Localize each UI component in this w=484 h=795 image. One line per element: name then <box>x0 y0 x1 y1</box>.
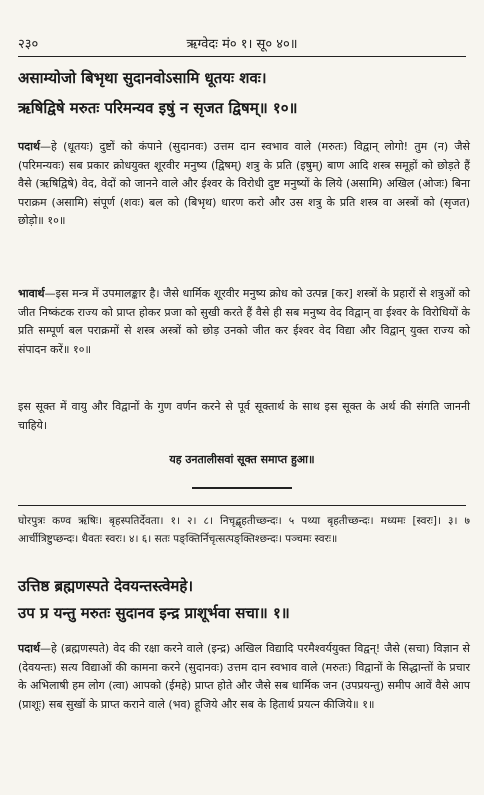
padartha-label-2: पदार्थ <box>18 642 40 655</box>
sukta-meta-block: घोरपुत्रः कण्व ऋषिः। बृहस्पतिर्देवता। १। २। ८। निचृद्बृहतीच्छन्दः। ५ पथ्या बृहतीच्छन्दः। मध्यमः [स्वरः]। ३। ७ आर्चीत्रिष्टुप्छन्दः। धैवतः स्वरः। ४। ६। सतः पङ्क्तिर्निचृत्सत्पङ्क्तिश्छन्दः। पञ्चमः स्वरः॥ <box>18 515 470 545</box>
running-title: ऋग्वेदः मं० १। सू० ४०॥ <box>186 37 298 52</box>
page-header <box>18 34 466 52</box>
padartha-paragraph-2 <box>18 640 470 714</box>
bhavartha-paragraph <box>18 285 470 359</box>
mantra-line-2: ऋषिद्विषे मरुतः परिमन्यव इषुं न सृजत द्विषम्॥ १०॥ <box>18 99 298 117</box>
summary-paragraph: इस सूक्त में वायु और विद्वानों के गुण वर्णन करने से पूर्व सूक्तार्थ के साथ इस सूक्त के अर्थ की संगति जाननी चाहिये। <box>18 400 470 432</box>
header-rule <box>18 56 466 57</box>
next-mantra-line-1: उत्तिष्ठ ब्रह्मणस्पते देवयन्तस्त्वेमहे। <box>18 577 194 595</box>
bhavartha-text: —इस मन्त्र में उपमालङ्कार है। जैसे धार्मिक शूरवीर मनुष्य क्रोध को उत्पन्न [कर] शस्त्रों के प्रहारों से शत्रुओं को जीत निष्कंटक राज्य को प्राप्त होकर प्रजा को सुखी करते हैं वैसे ही सब मनुष्य वेद विद्वान् वा ईश्वर के विरोधियों के प्रति सम्पूर्ण बल पराक्रमों से शस्त्र अस्त्रों को छोड़ उनको जीत कर ईश्वर वेद विद्या और विद्वान् युक्त राज्य को संपादन करें॥ १०॥ <box>18 287 470 356</box>
section-rule <box>18 505 466 506</box>
section-ornament <box>182 480 302 494</box>
bhavartha-label: भावार्थ <box>18 287 45 300</box>
mantra-line-1: असाम्योजो बिभृथा सुदानवोऽसामि धूतयः शवः। <box>18 69 267 87</box>
padartha-paragraph <box>18 138 470 231</box>
padartha-text-2: —हे (ब्रह्मणस्पते) वेद की रक्षा करने वाले (इन्द्र) अखिल विद्यादि परमैश्वर्ययुक्त विद्वन्! जैसे (सचा) विज्ञान से (देवयन्तः) सत्य विद्याओं की कामना करने (सुदानवः) उत्तम दान स्वभाव वाले (मरुतः) विद्वानों के सिद्धान्तों के प्रचार के अभिलाषी हम लोग (त्वा) आपको (ईमहे) प्राप्त होते और जैसे सब धार्मिक जन (उपप्रयन्तु) समीप आवें वैसे आप (प्राशूः) सब सुखों के प्राप्त कराने वाले (भव) हूजिये और सब के हितार्थ प्रयत्न कीजिये॥ १॥ <box>18 642 470 711</box>
next-mantra-line-2: उप प्र यन्तु मरुतः सुदानव इन्द्र प्राशूर्भवा सचा॥ १॥ <box>18 604 290 622</box>
padartha-text: —हे (धूतयः) दुष्टों को कंपाने (सुदानवः) उत्तम दान स्वभाव वाले (मरुतः) विद्वान् लोगो! तुम (न) जैसे (परिमन्यवः) सब प्रकार क्रोधयुक्त शूरवीर मनुष्य (द्विषम्) शत्रु के प्रति (इषुम्) बाण आदि शस्त्र समूहों को छोड़ते हैं वैसे (ऋषिद्विषे) वेद, वेदों को जानने वाले और ईश्वर के विरोधी दुष्ट मनुष्यों के लिये (असामि) अखिल (ओजः) बिना पराक्रम (असामि) संपूर्ण (शवः) बल को (बिभृथ) धारण करो और उस शत्रु के प्रति शस्त्र वा अस्त्रों को (सृजत) छोड़ो॥ १०॥ <box>18 140 470 227</box>
sukta-end-note: यह उनतालीसवां सूक्त समाप्त हुआ॥ <box>169 453 315 466</box>
padartha-label: पदार्थ <box>18 140 40 153</box>
page-number: २३० <box>18 37 39 52</box>
